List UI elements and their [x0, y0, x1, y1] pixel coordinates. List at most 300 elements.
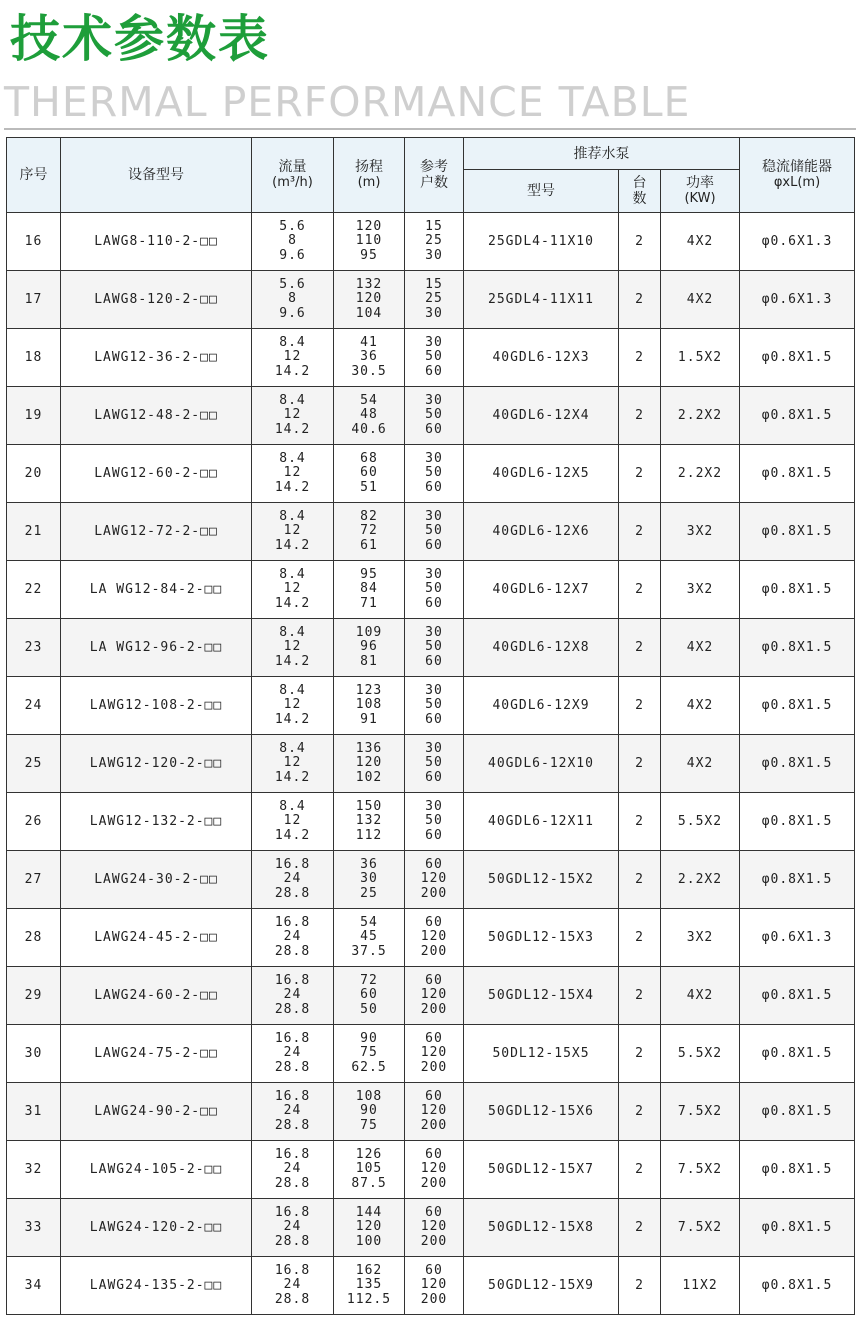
cell-index: 30: [7, 1025, 61, 1083]
cell-head-value: 61: [360, 537, 378, 553]
cell-households-value: 30: [425, 392, 443, 408]
cell-pump-count: 2: [619, 271, 661, 329]
cell-flow: [252, 445, 334, 503]
cell-model: LAWG12-48-2-□□: [61, 387, 252, 445]
col-header-pump-count: [619, 170, 661, 213]
cell-flow-value: 14.2: [274, 479, 311, 495]
cell-index: 18: [7, 329, 61, 387]
cell-flow: [252, 1257, 334, 1315]
col-header-pump-model: 型号: [464, 170, 619, 213]
cell-households-value: 120: [420, 1103, 448, 1119]
cell-households-value: 60: [425, 1262, 443, 1278]
cell-flow-value: 8.4: [279, 392, 306, 408]
table-row: [7, 1141, 855, 1199]
cell-flow-value: 28.8: [274, 885, 311, 901]
cell-flow-value: 12: [283, 755, 302, 771]
cell-flow-value: 8: [288, 233, 297, 249]
cell-head-value: 81: [360, 653, 378, 669]
cell-households-value: 60: [425, 1204, 443, 1220]
cell-flow-value: 14.2: [274, 363, 311, 379]
cell-flow-value: 12: [283, 813, 302, 829]
cell-index: 24: [7, 677, 61, 735]
cell-flow-value: 5.6: [279, 218, 306, 234]
cell-head-value: 51: [360, 479, 378, 495]
cell-households-value: 30: [425, 450, 443, 466]
cell-tank: φ0.8X1.5: [740, 329, 855, 387]
cell-head: [334, 735, 405, 793]
cell-model: LAWG8-120-2-□□: [61, 271, 252, 329]
table-header: [7, 138, 855, 213]
cell-flow-value: 8.4: [279, 798, 306, 814]
cell-pump-count: 2: [619, 1199, 661, 1257]
cell-pump-power: 4X2: [661, 271, 740, 329]
cell-households-value: 60: [425, 1088, 443, 1104]
col-header-flow-unit: (m³/h): [272, 175, 313, 190]
cell-flow: [252, 271, 334, 329]
cell-head-value: 162: [355, 1262, 383, 1278]
col-header-tank-label: 稳流储能器: [762, 159, 832, 175]
cell-pump-count: 2: [619, 445, 661, 503]
cell-flow: [252, 967, 334, 1025]
cell-head-value: 84: [360, 581, 378, 597]
cell-flow-value: 16.8: [274, 1262, 311, 1278]
cell-flow-value: 24: [283, 929, 302, 945]
cell-index: 21: [7, 503, 61, 561]
cell-model: LAWG12-36-2-□□: [61, 329, 252, 387]
cell-flow: [252, 1083, 334, 1141]
cell-households: [405, 793, 464, 851]
table-row: [7, 851, 855, 909]
cell-index: 17: [7, 271, 61, 329]
cell-pump-power: 4X2: [661, 735, 740, 793]
cell-households-value: 50: [425, 639, 443, 655]
cell-households: [405, 677, 464, 735]
cell-pump-power: 5.5X2: [661, 1025, 740, 1083]
cell-households-value: 60: [425, 711, 443, 727]
cell-head-value: 109: [355, 624, 383, 640]
col-header-tank: [740, 138, 855, 213]
table-row: [7, 213, 855, 271]
cell-households: [405, 1257, 464, 1315]
table-row: [7, 793, 855, 851]
cell-households: [405, 1141, 464, 1199]
cell-tank: φ0.6X1.3: [740, 909, 855, 967]
cell-flow-value: 12: [283, 639, 302, 655]
cell-pump-model: 50GDL12-15X3: [464, 909, 619, 967]
header-divider: [4, 128, 856, 130]
cell-households: [405, 1025, 464, 1083]
table-row: [7, 1199, 855, 1257]
table-row: [7, 967, 855, 1025]
cell-head: [334, 909, 405, 967]
cell-flow-value: 8.4: [279, 508, 306, 524]
cell-pump-count: 2: [619, 619, 661, 677]
cell-flow-value: 9.6: [279, 247, 306, 263]
col-header-tank-unit: φxL(m): [773, 175, 821, 190]
cell-tank: φ0.8X1.5: [740, 387, 855, 445]
cell-pump-count: 2: [619, 851, 661, 909]
cell-households: [405, 503, 464, 561]
cell-index: 25: [7, 735, 61, 793]
cell-head-value: 135: [355, 1277, 383, 1293]
cell-pump-power: 3X2: [661, 561, 740, 619]
cell-pump-count: 2: [619, 213, 661, 271]
cell-head-value: 120: [355, 755, 383, 771]
cell-head-value: 30: [360, 871, 378, 887]
cell-households-value: 120: [420, 871, 448, 887]
cell-head-value: 82: [360, 508, 378, 524]
col-header-head-label: 扬程: [355, 159, 383, 175]
cell-flow-value: 12: [283, 465, 302, 481]
cell-model: LA WG12-84-2-□□: [61, 561, 252, 619]
cell-households: [405, 1083, 464, 1141]
page-title: 技术参数表: [10, 10, 270, 68]
cell-flow: [252, 1199, 334, 1257]
cell-households-value: 15: [425, 276, 443, 292]
cell-head-value: 126: [355, 1146, 383, 1162]
cell-pump-model: 50GDL12-15X9: [464, 1257, 619, 1315]
cell-households: [405, 851, 464, 909]
cell-households-value: 60: [425, 653, 443, 669]
cell-households-value: 60: [425, 769, 443, 785]
cell-head-value: 87.5: [351, 1175, 387, 1191]
cell-flow: [252, 1025, 334, 1083]
cell-households: [405, 329, 464, 387]
cell-flow-value: 14.2: [274, 653, 311, 669]
cell-households: [405, 271, 464, 329]
cell-flow: [252, 909, 334, 967]
cell-index: 19: [7, 387, 61, 445]
cell-model: LA WG12-96-2-□□: [61, 619, 252, 677]
cell-head-value: 60: [360, 987, 378, 1003]
cell-flow: [252, 503, 334, 561]
cell-tank: φ0.8X1.5: [740, 445, 855, 503]
cell-head-value: 90: [360, 1030, 378, 1046]
cell-head-value: 112: [355, 827, 383, 843]
cell-head: [334, 1257, 405, 1315]
cell-flow: [252, 851, 334, 909]
cell-head-value: 104: [355, 305, 383, 321]
cell-tank: φ0.8X1.5: [740, 503, 855, 561]
cell-head-value: 72: [360, 523, 378, 539]
cell-head-value: 132: [355, 276, 383, 292]
cell-flow-value: 24: [283, 987, 302, 1003]
cell-pump-power: 4X2: [661, 967, 740, 1025]
col-header-pump-power-unit: (KW): [684, 191, 716, 206]
cell-households: [405, 909, 464, 967]
cell-households-value: 60: [425, 1030, 443, 1046]
cell-tank: φ0.8X1.5: [740, 735, 855, 793]
cell-tank: φ0.6X1.3: [740, 213, 855, 271]
cell-flow-value: 28.8: [274, 943, 311, 959]
cell-flow: [252, 735, 334, 793]
cell-flow: [252, 213, 334, 271]
cell-flow-value: 16.8: [274, 972, 311, 988]
page-subtitle: THERMAL PERFORMANCE TABLE: [4, 78, 691, 126]
cell-head-value: 120: [355, 218, 383, 234]
cell-flow: [252, 793, 334, 851]
cell-households-value: 30: [425, 566, 443, 582]
cell-tank: φ0.8X1.5: [740, 1199, 855, 1257]
cell-model: LAWG12-132-2-□□: [61, 793, 252, 851]
cell-index: 22: [7, 561, 61, 619]
cell-pump-count: 2: [619, 561, 661, 619]
cell-pump-model: 40GDL6-12X9: [464, 677, 619, 735]
cell-head-value: 75: [360, 1045, 378, 1061]
cell-households-value: 200: [420, 1233, 448, 1249]
cell-households-value: 60: [425, 856, 443, 872]
cell-households-value: 60: [425, 827, 443, 843]
cell-flow-value: 8.4: [279, 740, 306, 756]
cell-head-value: 41: [360, 334, 378, 350]
cell-flow-value: 28.8: [274, 1001, 311, 1017]
cell-head-value: 100: [355, 1233, 383, 1249]
cell-head-value: 50: [360, 1001, 378, 1017]
cell-pump-model: 40GDL6-12X8: [464, 619, 619, 677]
cell-tank: φ0.8X1.5: [740, 1257, 855, 1315]
cell-pump-count: 2: [619, 967, 661, 1025]
cell-pump-model: 50DL12-15X5: [464, 1025, 619, 1083]
cell-head-value: 95: [360, 566, 378, 582]
cell-flow-value: 14.2: [274, 537, 311, 553]
cell-pump-model: 50GDL12-15X4: [464, 967, 619, 1025]
cell-flow-value: 24: [283, 1219, 302, 1235]
table-body: [7, 213, 855, 1315]
cell-pump-model: 25GDL4-11X10: [464, 213, 619, 271]
cell-head-value: 36: [360, 349, 378, 365]
cell-head: [334, 1025, 405, 1083]
cell-head-value: 108: [355, 1088, 383, 1104]
cell-flow-value: 8.4: [279, 682, 306, 698]
cell-head-value: 75: [360, 1117, 378, 1133]
cell-households: [405, 561, 464, 619]
cell-flow-value: 28.8: [274, 1291, 311, 1307]
cell-flow-value: 14.2: [274, 827, 311, 843]
cell-head-value: 105: [355, 1161, 383, 1177]
cell-index: 32: [7, 1141, 61, 1199]
cell-pump-power: 3X2: [661, 909, 740, 967]
cell-households-value: 60: [425, 972, 443, 988]
cell-head-value: 30.5: [351, 363, 387, 379]
cell-pump-power: 4X2: [661, 619, 740, 677]
page-header: [0, 0, 860, 134]
cell-households-value: 25: [425, 291, 443, 307]
cell-households-value: 60: [425, 363, 443, 379]
cell-model: LAWG24-120-2-□□: [61, 1199, 252, 1257]
cell-pump-count: 2: [619, 329, 661, 387]
cell-model: LAWG12-120-2-□□: [61, 735, 252, 793]
cell-flow-value: 16.8: [274, 1030, 311, 1046]
cell-flow-value: 8.4: [279, 450, 306, 466]
col-header-flow: [252, 138, 334, 213]
cell-flow-value: 8: [288, 291, 297, 307]
cell-households-value: 30: [425, 682, 443, 698]
cell-flow-value: 16.8: [274, 1204, 311, 1220]
cell-households-value: 50: [425, 581, 443, 597]
cell-index: 33: [7, 1199, 61, 1257]
cell-head-value: 25: [360, 885, 378, 901]
cell-flow: [252, 1141, 334, 1199]
cell-flow-value: 16.8: [274, 1146, 311, 1162]
col-header-pump-count-label: 台数: [632, 175, 647, 207]
cell-households-value: 60: [425, 914, 443, 930]
cell-model: LAWG24-30-2-□□: [61, 851, 252, 909]
cell-index: 20: [7, 445, 61, 503]
cell-index: 28: [7, 909, 61, 967]
cell-households-value: 120: [420, 1161, 448, 1177]
cell-head-value: 48: [360, 407, 378, 423]
cell-flow-value: 5.6: [279, 276, 306, 292]
cell-pump-power: 3X2: [661, 503, 740, 561]
cell-pump-power: 1.5X2: [661, 329, 740, 387]
cell-flow: [252, 329, 334, 387]
cell-head-value: 90: [360, 1103, 378, 1119]
cell-households-value: 60: [425, 1146, 443, 1162]
cell-pump-power: 2.2X2: [661, 445, 740, 503]
table-row: [7, 503, 855, 561]
cell-model: LAWG12-72-2-□□: [61, 503, 252, 561]
cell-households-value: 30: [425, 798, 443, 814]
cell-head-value: 54: [360, 914, 378, 930]
cell-pump-count: 2: [619, 387, 661, 445]
cell-pump-model: 40GDL6-12X5: [464, 445, 619, 503]
cell-flow-value: 24: [283, 1045, 302, 1061]
cell-households-value: 200: [420, 1291, 448, 1307]
cell-tank: φ0.8X1.5: [740, 619, 855, 677]
cell-index: 23: [7, 619, 61, 677]
table-row: [7, 619, 855, 677]
cell-head: [334, 387, 405, 445]
table-row: [7, 445, 855, 503]
col-header-head-unit: (m): [357, 175, 381, 190]
cell-head-value: 144: [355, 1204, 383, 1220]
cell-pump-count: 2: [619, 735, 661, 793]
col-header-households-label: 参考户数: [420, 159, 448, 191]
cell-flow-value: 8.4: [279, 566, 306, 582]
cell-model: LAWG24-75-2-□□: [61, 1025, 252, 1083]
cell-head-value: 36: [360, 856, 378, 872]
cell-head: [334, 503, 405, 561]
cell-tank: φ0.8X1.5: [740, 793, 855, 851]
cell-head: [334, 271, 405, 329]
cell-pump-count: 2: [619, 677, 661, 735]
cell-index: 16: [7, 213, 61, 271]
cell-flow-value: 8.4: [279, 334, 306, 350]
cell-head-value: 102: [355, 769, 383, 785]
cell-head-value: 110: [355, 233, 383, 249]
cell-head-value: 40.6: [351, 421, 387, 437]
cell-head-value: 60: [360, 465, 378, 481]
cell-households-value: 200: [420, 1117, 448, 1133]
cell-head-value: 123: [355, 682, 383, 698]
table-row: [7, 1025, 855, 1083]
cell-head: [334, 561, 405, 619]
table-row: [7, 329, 855, 387]
cell-flow: [252, 677, 334, 735]
cell-pump-count: 2: [619, 1141, 661, 1199]
table-row: [7, 561, 855, 619]
cell-flow-value: 14.2: [274, 711, 311, 727]
cell-head: [334, 1199, 405, 1257]
cell-flow-value: 14.2: [274, 421, 311, 437]
cell-households-value: 50: [425, 465, 443, 481]
cell-households-value: 200: [420, 1001, 448, 1017]
cell-flow: [252, 561, 334, 619]
cell-model: LAWG12-60-2-□□: [61, 445, 252, 503]
cell-head-value: 96: [360, 639, 378, 655]
cell-index: 26: [7, 793, 61, 851]
cell-head-value: 95: [360, 247, 378, 263]
cell-head-value: 132: [355, 813, 383, 829]
cell-pump-model: 40GDL6-12X6: [464, 503, 619, 561]
cell-model: LAWG24-45-2-□□: [61, 909, 252, 967]
table-row: [7, 1083, 855, 1141]
cell-pump-count: 2: [619, 503, 661, 561]
cell-households: [405, 1199, 464, 1257]
cell-index: 31: [7, 1083, 61, 1141]
cell-model: LAWG24-105-2-□□: [61, 1141, 252, 1199]
spec-table: [6, 137, 855, 1315]
cell-flow-value: 24: [283, 1103, 302, 1119]
cell-tank: φ0.8X1.5: [740, 1141, 855, 1199]
cell-head: [334, 213, 405, 271]
table-row: [7, 1257, 855, 1315]
cell-head: [334, 1083, 405, 1141]
cell-flow-value: 24: [283, 871, 302, 887]
cell-flow-value: 16.8: [274, 856, 311, 872]
col-header-households: [405, 138, 464, 213]
cell-households-value: 30: [425, 508, 443, 524]
cell-tank: φ0.6X1.3: [740, 271, 855, 329]
cell-pump-model: 40GDL6-12X11: [464, 793, 619, 851]
cell-flow-value: 24: [283, 1161, 302, 1177]
cell-pump-model: 40GDL6-12X7: [464, 561, 619, 619]
cell-households-value: 120: [420, 1045, 448, 1061]
cell-households-value: 30: [425, 334, 443, 350]
cell-households-value: 50: [425, 349, 443, 365]
col-header-index: 序号: [7, 138, 61, 213]
cell-households-value: 50: [425, 523, 443, 539]
cell-head: [334, 1141, 405, 1199]
cell-pump-power: 2.2X2: [661, 387, 740, 445]
cell-flow-value: 8.4: [279, 624, 306, 640]
cell-pump-count: 2: [619, 909, 661, 967]
cell-households-value: 120: [420, 987, 448, 1003]
cell-pump-model: 50GDL12-15X2: [464, 851, 619, 909]
cell-model: LAWG12-108-2-□□: [61, 677, 252, 735]
col-header-pump-power: [661, 170, 740, 213]
cell-pump-power: 7.5X2: [661, 1199, 740, 1257]
cell-pump-power: 7.5X2: [661, 1141, 740, 1199]
table-row: [7, 271, 855, 329]
cell-head: [334, 851, 405, 909]
cell-households-value: 120: [420, 1277, 448, 1293]
cell-households-value: 60: [425, 595, 443, 611]
cell-head-value: 91: [360, 711, 378, 727]
cell-households-value: 120: [420, 929, 448, 945]
cell-tank: φ0.8X1.5: [740, 967, 855, 1025]
cell-model: LAWG24-135-2-□□: [61, 1257, 252, 1315]
cell-households-value: 15: [425, 218, 443, 234]
cell-households-value: 30: [425, 247, 443, 263]
cell-pump-power: 11X2: [661, 1257, 740, 1315]
col-header-model: 设备型号: [61, 138, 252, 213]
cell-tank: φ0.8X1.5: [740, 677, 855, 735]
cell-pump-count: 2: [619, 1025, 661, 1083]
cell-households-value: 200: [420, 885, 448, 901]
col-header-pump-power-label: 功率: [686, 175, 714, 191]
cell-households: [405, 967, 464, 1025]
